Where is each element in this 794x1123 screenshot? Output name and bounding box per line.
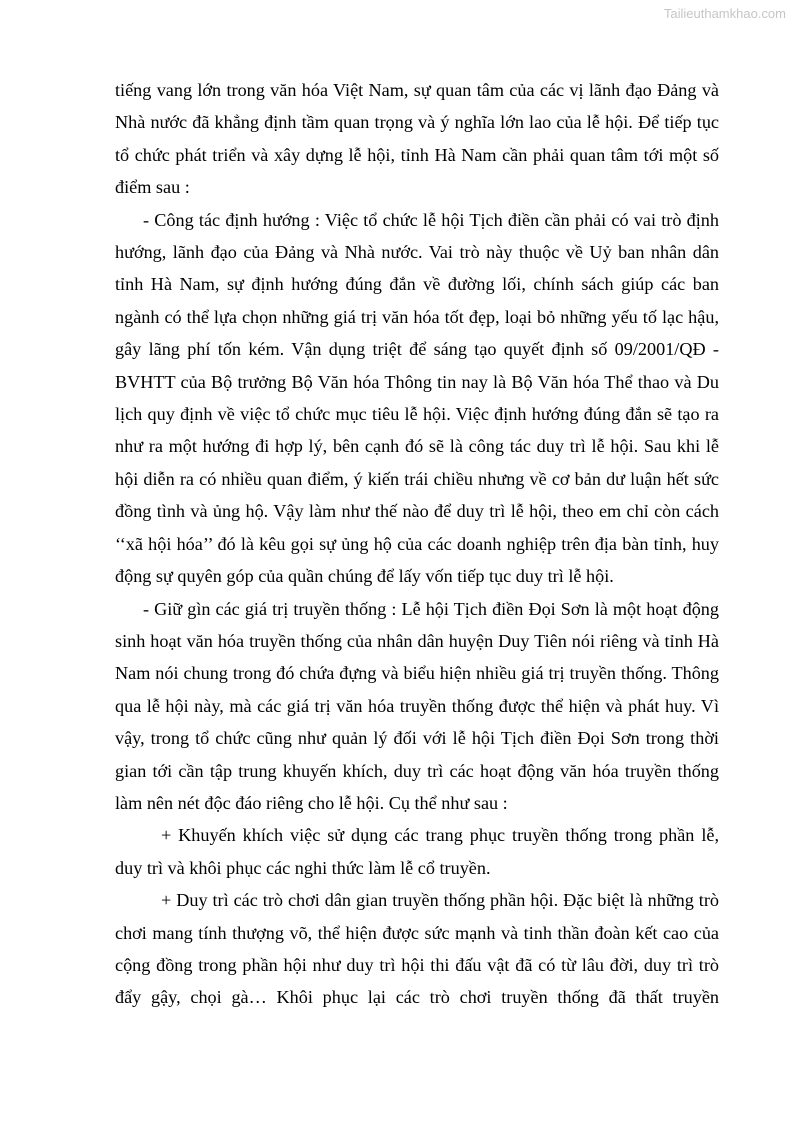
paragraph-folk-games: + Duy trì các trò chơi dân gian truyền thống phần hội. Đặc biệt là những trò chơi mang tính thượng võ, thể hiện được sức mạnh và tinh thần đoàn kết cao của cộng đồng trong phần hội như duy trì hội thi đấu vật đã có từ lâu đời, duy trì trò đẩy gậy, chọi gà… Khôi phục lại các trò chơi truyền thống đã thất truyền — [115, 890, 719, 1008]
paragraph-intro: tiếng vang lớn trong văn hóa Việt Nam, sự quan tâm của các vị lãnh đạo Đảng và Nhà nước đã khẳng định tầm quan trọng và ý nghĩa lớn lao của lễ hội. Để tiếp tục tổ chức phát triển và xây dựng lễ hội, tỉnh Hà Nam cần phải quan tâm tới một số điểm sau : — [115, 80, 719, 198]
body-text — [115, 74, 719, 1014]
paragraph-orientation: - Công tác định hướng : Việc tổ chức lễ hội Tịch điền cần phải có vai trò định hướng, lãnh đạo của Đảng và Nhà nước. Vai trò này thuộc về Uỷ ban nhân dân tỉnh Hà Nam, sự định hướng đúng đắn về đường lối, chính sách giúp các ban ngành có thể lựa chọn những giá trị văn hóa tốt đẹp, loại bỏ những yếu tố lạc hậu, gây lãng phí tốn kém. Vận dụng triệt để sáng tạo quyết định số 09/2001/QĐ - BVHTT của Bộ trưởng Bộ Văn hóa Thông tin nay là Bộ Văn hóa Thể thao và Du lịch quy định về việc tổ chức mục tiêu lễ hội. Việc định hướng đúng đắn sẽ tạo ra như ra một hướng đi hợp lý, bên cạnh đó sẽ là công tác duy trì lễ hội. Sau khi lễ hội diễn ra có nhiều quan điểm, ý kiến trái chiều nhưng về cơ bản dư luận hết sức đồng tình và ủng hộ. Vậy làm như thế nào để duy trì lễ hội, theo em chỉ còn cách ‘‘xã hội hóa’’ đó là kêu gọi sự ủng hộ của các doanh nghiệp trên địa bàn tỉnh, huy động sự quyên góp của quần chúng để lấy vốn tiếp tục duy trì lễ hội. — [115, 209, 719, 587]
paragraph-costume: + Khuyến khích việc sử dụng các trang phục truyền thống trong phần lễ, duy trì và khôi phục các nghi thức làm lễ cổ truyền. — [115, 825, 719, 878]
paragraph-tradition: - Giữ gìn các giá trị truyền thống : Lễ hội Tịch điền Đọi Sơn là một hoạt động sinh hoạt văn hóa truyền thống của nhân dân huyện Duy Tiên nói riêng và tỉnh Hà Nam nói chung trong đó chứa đựng và biểu hiện nhiều giá trị truyền thống. Thông qua lễ hội này, mà các giá trị văn hóa truyền thống được thể hiện và phát huy. Vì vậy, trong tổ chức cũng như quản lý đối với lễ hội Tịch điền Đọi Sơn trong thời gian tới cần tập trung khuyến khích, duy trì các hoạt động văn hóa truyền thống làm nên nét độc đáo riêng cho lễ hội. Cụ thể như sau : — [115, 598, 719, 813]
watermark: Tailieuthamkhao.com — [663, 6, 786, 21]
